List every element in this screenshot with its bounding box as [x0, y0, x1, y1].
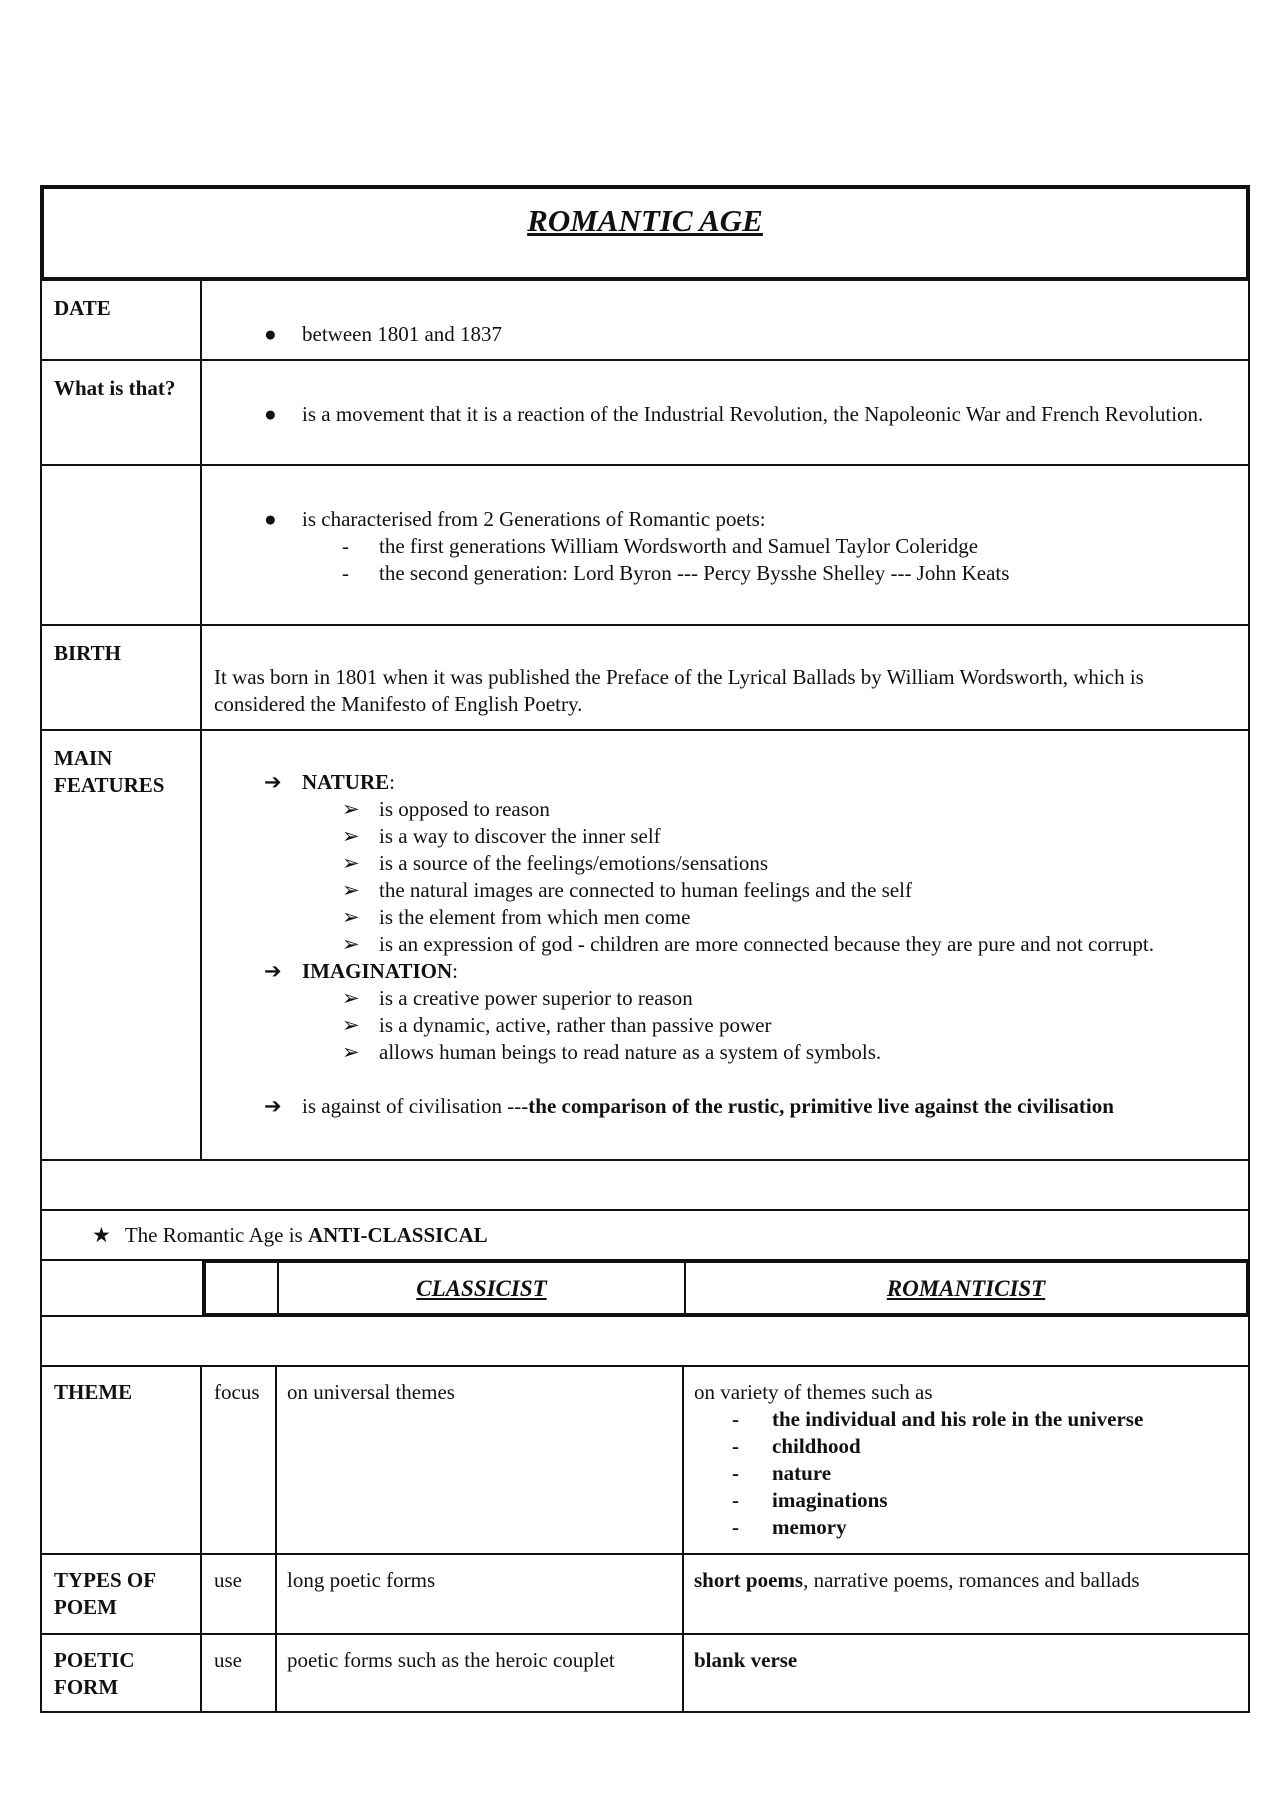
classicist-header: CLASSICIST	[279, 1263, 686, 1313]
types-label: TYPES OF POEM	[42, 1555, 202, 1633]
arrow-icon: ➔	[264, 1094, 282, 1118]
date-row	[40, 281, 1250, 361]
birth-label: BIRTH	[42, 626, 202, 729]
form-aspect: use	[202, 1635, 277, 1711]
list-item: ➢ is a way to discover the inner self	[342, 824, 661, 848]
types-aspect: use	[202, 1555, 277, 1633]
arrow-icon: ➔	[264, 959, 282, 983]
theme-aspect: focus	[202, 1367, 277, 1553]
page-title: ROMANTIC AGE	[527, 203, 763, 238]
theme-classicist: on universal themes	[277, 1367, 684, 1553]
list-item: ➢ is opposed to reason	[342, 797, 550, 821]
imagination-heading: ➔ IMAGINATION:	[264, 959, 458, 983]
list-item: ➢ the natural images are connected to human feelings and the self	[342, 878, 912, 902]
dash-icon: -	[732, 1407, 739, 1431]
types-row	[40, 1555, 1250, 1635]
dash-icon: -	[732, 1434, 739, 1458]
bullet-icon: ●	[264, 322, 277, 346]
theme-romanticist: on variety of themes such as - the individual and his role in the universe - childhood - nature - imaginations - memory	[684, 1367, 1248, 1553]
civilisation-point: ➔ is against of civilisation ---the comparison of the rustic, primitive live against the civilisation	[264, 1094, 1114, 1118]
list-item: ➢ is the element from which men come	[342, 905, 691, 929]
generations-bullet: ● is characterised from 2 Generations of Romantic poets:	[264, 507, 766, 531]
bullet-icon: ●	[264, 402, 277, 426]
spacer-row	[40, 1161, 1250, 1211]
arrowhead-icon: ➢	[342, 878, 360, 902]
arrowhead-icon: ➢	[342, 932, 360, 956]
romanticist-header: ROMANTICIST	[886, 1276, 1046, 1301]
birth-text: It was born in 1801 when it was published the Preface of the Lyrical Ballads by William Wordsworth, which is considered the Manifesto of English Poetry.	[214, 665, 1144, 716]
list-item: - nature	[732, 1461, 832, 1485]
list-item: ➢ is a source of the feelings/emotions/sensations	[342, 851, 769, 875]
features-row	[40, 731, 1250, 1161]
arrowhead-icon: ➢	[342, 1040, 360, 1064]
list-item: - the second generation: Lord Byron --- Percy Bysshe Shelley --- John Keats	[342, 561, 1010, 585]
form-label: POETIC FORM	[42, 1635, 202, 1711]
list-item: - the first generations William Wordsworth and Samuel Taylor Coleridge	[342, 534, 979, 558]
form-classicist: poetic forms such as the heroic couplet	[277, 1635, 684, 1711]
list-item: - the individual and his role in the universe	[732, 1407, 1144, 1431]
dash-icon: -	[342, 534, 349, 558]
dash-icon: -	[342, 561, 349, 585]
dash-icon: -	[732, 1488, 739, 1512]
birth-row	[40, 626, 1250, 731]
what-bullet: ● is a movement that it is a reaction of the Industrial Revolution, the Napoleonic War and French Revolution.	[264, 402, 1204, 426]
arrowhead-icon: ➢	[342, 1013, 360, 1037]
theme-label: THEME	[42, 1367, 202, 1553]
generations-row	[40, 466, 1250, 626]
arrowhead-icon: ➢	[342, 851, 360, 875]
comparison-header-row	[40, 1261, 1250, 1317]
title-row	[40, 185, 1250, 281]
list-item: - childhood	[732, 1434, 861, 1458]
features-label: MAIN FEATURES	[42, 731, 202, 1159]
list-item: - imaginations	[732, 1488, 888, 1512]
bullet-icon: ●	[264, 507, 277, 531]
types-classicist: long poetic forms	[277, 1555, 684, 1633]
dash-icon: -	[732, 1515, 739, 1539]
form-romanticist: blank verse	[694, 1648, 798, 1672]
form-row	[40, 1635, 1250, 1713]
theme-row	[40, 1367, 1250, 1555]
list-item: ➢ is a dynamic, active, rather than passive power	[342, 1013, 772, 1037]
dash-icon: -	[732, 1461, 739, 1485]
what-label: What is that?	[42, 361, 202, 464]
star-icon: ★	[92, 1222, 111, 1247]
types-romanticist: short poems, narrative poems, romances and ballads	[694, 1568, 1140, 1592]
arrowhead-icon: ➢	[342, 797, 360, 821]
nature-heading: ➔ NATURE:	[264, 770, 395, 794]
anticlassical-row: ★ The Romantic Age is ANTI-CLASSICAL	[40, 1211, 1250, 1261]
comparison-header	[202, 1259, 1250, 1317]
what-row	[40, 361, 1250, 466]
spacer-row	[40, 1317, 1250, 1367]
date-label: DATE	[42, 281, 202, 359]
date-bullet: ● between 1801 and 1837	[264, 322, 503, 346]
list-item: ➢ allows human beings to read nature as a system of symbols.	[342, 1040, 882, 1064]
arrowhead-icon: ➢	[342, 905, 360, 929]
arrow-icon: ➔	[264, 770, 282, 794]
list-item: ➢ is a creative power superior to reason	[342, 986, 693, 1010]
list-item: - memory	[732, 1515, 847, 1539]
romantic-age-document	[40, 185, 1250, 1713]
arrowhead-icon: ➢	[342, 824, 360, 848]
arrowhead-icon: ➢	[342, 986, 360, 1010]
list-item: ➢ is an expression of god - children are more connected because they are pure and not corrupt.	[342, 932, 1154, 956]
